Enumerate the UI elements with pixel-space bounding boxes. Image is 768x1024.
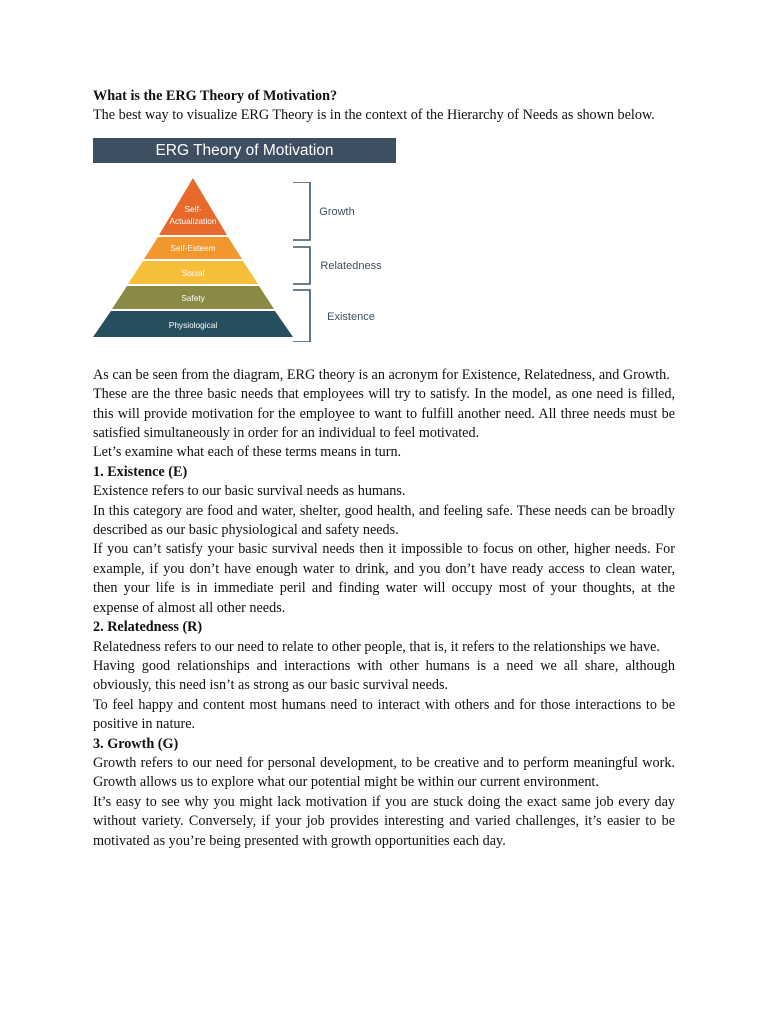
growth-bracket <box>293 182 310 240</box>
paragraph-examine: Let’s examine what each of these terms means in turn. <box>93 444 402 461</box>
relatedness-paragraph-1: Relatedness refers to our need to relate to other people, that is, it refers to the relationships we have. <box>93 638 660 655</box>
existence-bracket <box>293 290 310 342</box>
relatedness-bracket <box>293 247 310 284</box>
relatedness-paragraph-3: To feel happy and content most humans need to interact with others and for those interactions to be positive in nature. <box>93 696 675 733</box>
section-heading-relatedness: 2. Relatedness (R) <box>93 619 203 636</box>
relatedness-label: Relatedness <box>320 259 382 272</box>
existence-paragraph-1: Existence refers to our basic survival needs as humans. <box>93 483 406 500</box>
pyramid-label-social: Social <box>181 267 205 278</box>
section-heading-existence: 1. Existence (E) <box>93 463 188 480</box>
pyramid-label-self-esteem: Self-Esteem <box>170 242 216 253</box>
paragraph-three-needs: These are the three basic needs that employees will try to satisfy. In the model, as one need is filled, this will provide motivation for the employee to want to fulfill another need. All three needs must be satisfied simultaneously in order for an individual to feel motivated. <box>93 386 675 442</box>
pyramid-base <box>93 310 303 340</box>
pyramid-label-safety: Safety <box>181 292 205 303</box>
figure-title: ERG Theory of Motivation <box>93 138 396 163</box>
growth-paragraph-2: It’s easy to see why you might lack motivation if you are stuck doing the exact same job every day without variety. Conversely, if your job provides interesting and varied challenges, it’s easier to be motivated as you’re being presented with growth opportunities each day. <box>93 793 675 849</box>
page-heading: What is the ERG Theory of Motivation? <box>93 88 338 104</box>
existence-label: Existence <box>327 310 375 323</box>
needs-pyramid <box>93 178 293 310</box>
relatedness-paragraph-2: Having good relationships and interactions with other humans is a need we all share, although obviously, this need isn’t as strong as our basic survival needs. <box>93 657 675 694</box>
pyramid-label-physiological: Physiological <box>168 319 218 330</box>
paragraph-acronym: As can be seen from the diagram, ERG theory is an acronym for Existence, Relatedness, and Growth. <box>93 366 670 383</box>
pyramid-label-self-actualization-1: Self- <box>184 203 202 214</box>
document-page <box>93 87 675 851</box>
existence-paragraph-2: In this category are food and water, shelter, good health, and feeling safe. These needs can be broadly described as our basic physiological and safety needs. <box>93 502 675 539</box>
existence-paragraph-3: If you can’t satisfy your basic survival needs then it impossible to focus on other, higher needs. For example, if you don’t have enough water to drink, and you don’t have ready access to clean water, then your life is in immediate peril and finding water will occupy most of your thoughts, at the expense of almost all other needs. <box>93 541 675 616</box>
erg-figure <box>93 138 398 358</box>
growth-paragraph-1: Growth refers to our need for personal development, to be creative and to perform meaningful work. Growth allows us to explore what our potential might be within our current environment. <box>93 754 675 791</box>
intro-paragraph: The best way to visualize ERG Theory is in the context of the Hierarchy of Needs as shown below. <box>93 107 655 124</box>
pyramid-label-self-actualization-2: Actualization <box>169 215 217 226</box>
growth-label: Growth <box>319 205 355 218</box>
section-heading-growth: 3. Growth (G) <box>93 735 179 752</box>
erg-brackets <box>289 182 399 342</box>
